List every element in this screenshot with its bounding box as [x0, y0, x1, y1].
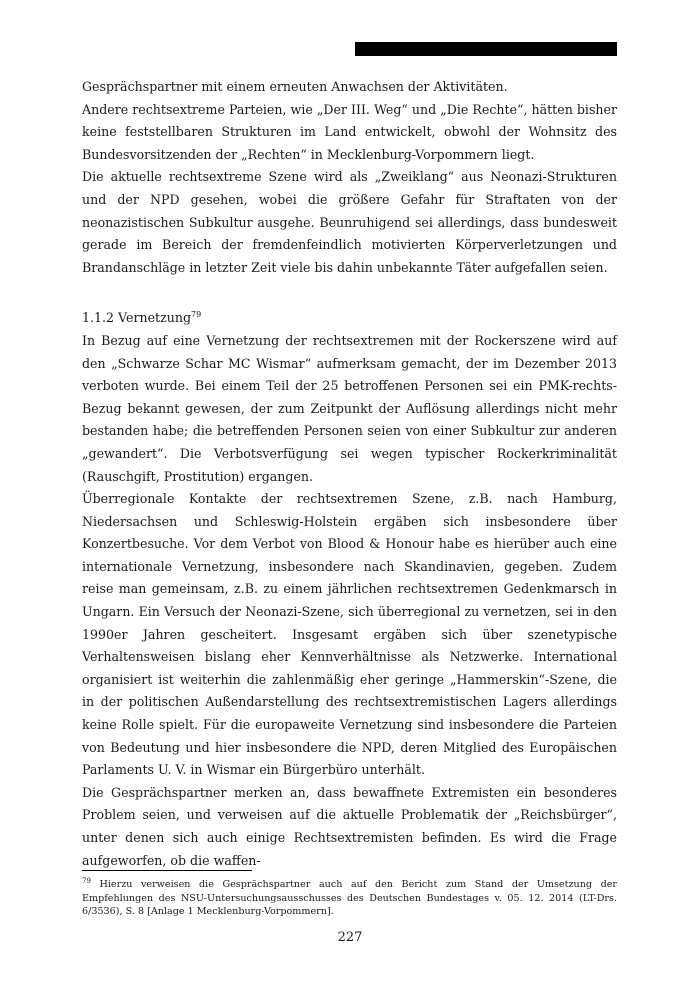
paragraph: In Bezug auf eine Vernetzung der rechtsextremen mit der Rockerszene wird auf den „Schwarze Schar MC Wismar“ aufmerksam gemacht, der im Dezember 2013 verboten wurde. Bei einem Teil der 25 betroffenen Personen sei ein PMK-rechts-Bezug bekannt gewesen, der zum Zeitpunkt der Auflösung allerdings nicht mehr bestanden habe; die betreffenden Personen seien von einer Subkultur zur anderen „gewandert“. Die Verbotsverfügung sei wegen typischer Rockerkriminalität (Rauschgift, Prostitution) ergangen.	[82, 332, 617, 484]
section-heading-text: 1.1.2 Vernetzung	[82, 310, 192, 326]
footnote-reference[interactable]: 79	[191, 310, 202, 320]
footnote	[82, 878, 617, 919]
footnote-number: 79	[82, 876, 91, 885]
paragraph: Überregionale Kontakte der rechtsextremen Szene, z.B. nach Hamburg, Niedersachsen und Schleswig-Holstein ergäben sich insbesondere über Konzertbesuche. Vor dem Verbot von Blood & Honour habe es hierüber auch eine internationale Vernetzung, insbesondere nach Skandinavien, gegeben. Zudem reise man gemeinsam, z.B. zu einem jährlichen rechtsextremen Gedenkmarsch in Ungarn. Ein Versuch der Neonazi-Szene, sich überregional zu vernetzen, sei in den 1990er Jahren gescheitert. Insgesamt ergäben sich über szenetypische Verhaltensweisen bislang eher Kennverhältnisse als Netzwerke. International organisiert ist weiterhin die zahlenmäßig eher geringe „Hammerskin“-Szene, die in der politischen Außendarstellung des rechtsextremistischen Lagers allerdings keine Rolle spielt. Für die europaweite Vernetzung sind insbesondere die Parteien von Bedeutung und hier insbesondere die NPD, deren Mitglied des Europäischen Parlaments U. V. in Wismar ein Bürgerbüro unterhält.	[82, 491, 617, 778]
header-redaction-bar	[355, 42, 617, 56]
paragraph: Die aktuelle rechtsextreme Szene wird als „Zweiklang“ aus Neonazi-Strukturen und der NPD gesehen, wobei die größere Gefahr für Straftaten von der neonazistischen Subkultur ausgehe. Beunruhigend sei allerdings, dass bundesweit gerade im Bereich der fremdenfeindlich motivierten Körperverletzungen und Brandanschläge in letzter Zeit viele bis dahin unbekannte Täter aufgefallen seien.	[82, 169, 617, 275]
paragraph: Andere rechtsextreme Parteien, wie „Der III. Weg“ und „Die Rechte“, hätten bisher keine feststellbaren Strukturen im Land entwickelt, obwohl der Wohnsitz des Bundesvorsitzenden der „Rechten“ in Mecklenburg-Vorpommern liegt.	[82, 101, 617, 162]
paragraph: Die Gesprächspartner merken an, dass bewaffnete Extremisten ein besonderes Problem seien, und verweisen auf die aktuelle Problematik der „Reichsbürger“, unter denen sich auch einige Rechtsextremisten befinden. Es wird die Frage aufgeworfen, ob die waffen-	[82, 784, 617, 868]
footnote-text: Hierzu verweisen die Gesprächspartner auch auf den Bericht zum Stand der Umsetzung der Empfehlungen des NSU-Untersuchungsausschusses des Deutschen Bundestages v. 05. 12. 2014 (LT-Drs. 6/3536), S. 8 [Anlage 1 Mecklenburg-Vorpommern].	[82, 879, 617, 917]
page-number: 227	[337, 930, 363, 945]
paragraph: Gesprächspartner mit einem erneuten Anwachsen der Aktivitäten.	[82, 79, 508, 94]
section-heading	[82, 307, 617, 330]
body-text	[82, 76, 617, 872]
footnote-divider	[82, 870, 252, 871]
